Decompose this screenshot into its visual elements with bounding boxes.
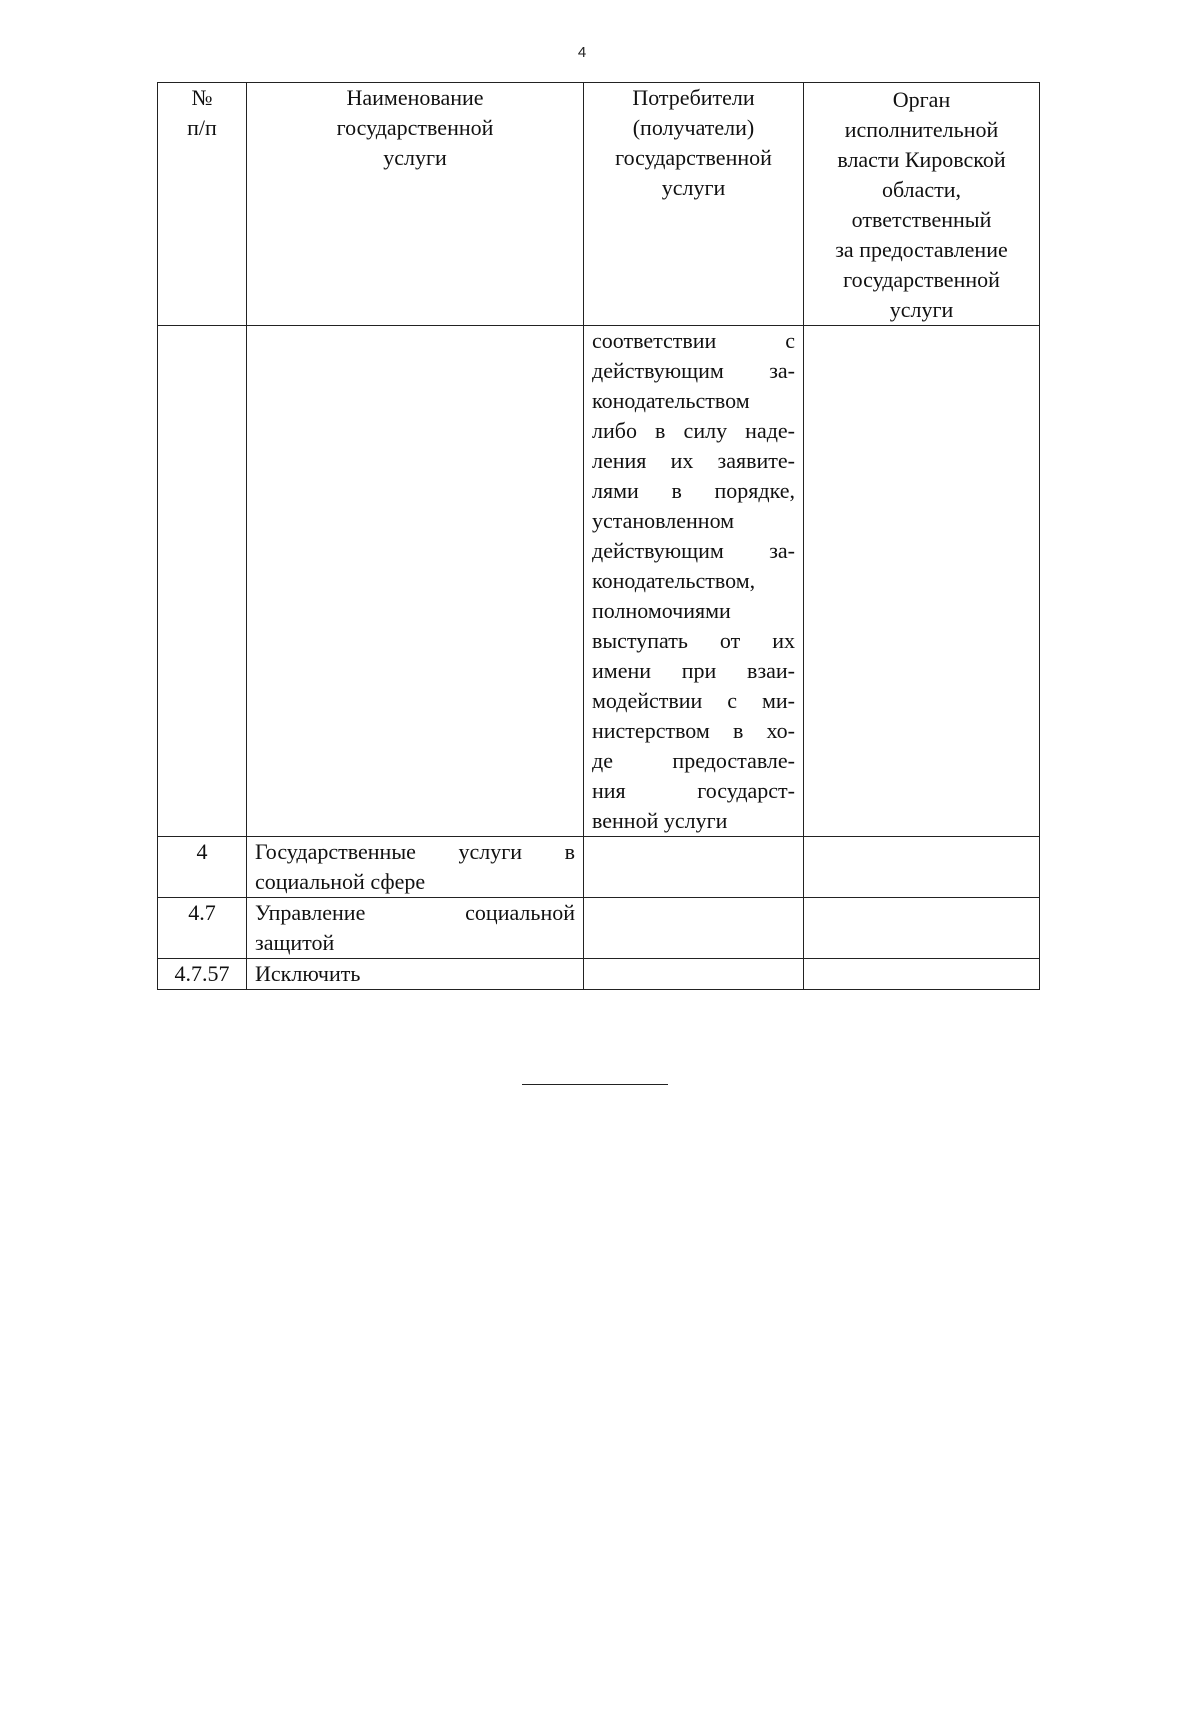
- header-line: государственной: [336, 115, 494, 140]
- header-line: области,: [881, 177, 962, 202]
- text-line: выступать от их: [592, 628, 795, 653]
- header-line: Орган: [892, 87, 951, 112]
- text-line: защитой: [255, 930, 335, 955]
- text-line: социальной сфере: [255, 869, 426, 894]
- header-line: услуги: [889, 297, 954, 322]
- cell-service-name: [247, 898, 584, 959]
- header-line: за предоставление: [835, 237, 1008, 262]
- table-row: [158, 898, 1040, 959]
- text-line: лями в порядке,: [592, 478, 795, 503]
- page-number: 4: [577, 44, 587, 61]
- cell-service-name: [247, 959, 584, 990]
- text-line: ния государст-: [592, 778, 795, 803]
- text-line: полномочиями: [592, 598, 731, 623]
- header-line: (получатели): [632, 115, 755, 140]
- header-line: власти Кировской: [837, 147, 1006, 172]
- header-consumers: [584, 83, 804, 326]
- cell-number: 4.7.57: [158, 959, 247, 990]
- text-line: Исключить: [255, 961, 361, 986]
- text-line: Управление социальной: [255, 900, 575, 925]
- cell-consumers: [584, 837, 804, 898]
- table-row: [158, 959, 1040, 990]
- header-line: п/п: [187, 115, 217, 140]
- header-line: Потребители: [632, 85, 755, 110]
- header-line: №: [191, 85, 213, 110]
- header-line: ответственный: [851, 207, 992, 232]
- cell-authority: [804, 326, 1040, 837]
- header-line: услуги: [661, 175, 726, 200]
- header-authority: [804, 83, 1040, 326]
- table-row-continuation: [158, 326, 1040, 837]
- text-line: соответствии с: [592, 328, 795, 353]
- cell-authority: [804, 959, 1040, 990]
- table-header-row: [158, 83, 1040, 326]
- header-line: услуги: [383, 145, 447, 170]
- cell-service-name: [247, 837, 584, 898]
- cell-authority: [804, 837, 1040, 898]
- services-table: [157, 82, 1040, 990]
- cell-service-name: [247, 326, 584, 837]
- text-line: либо в силу наде-: [592, 418, 795, 443]
- cell-consumers: [584, 326, 804, 837]
- text-line: имени при взаи-: [592, 658, 795, 683]
- text-line: Государственные услуги в: [255, 839, 575, 864]
- text-line: действующим за-: [592, 538, 795, 563]
- text-line: нистерством в хо-: [592, 718, 795, 743]
- text-line: действующим за-: [592, 358, 795, 383]
- cell-number: 4: [158, 837, 247, 898]
- text-line: модействии с ми-: [592, 688, 795, 713]
- text-line: конодательством: [592, 388, 750, 413]
- header-line: Наименование: [346, 85, 484, 110]
- cell-authority: [804, 898, 1040, 959]
- end-of-document-rule: [522, 1084, 668, 1085]
- table-row: [158, 837, 1040, 898]
- header-line: государственной: [843, 267, 1000, 292]
- text-line: установленном: [592, 508, 735, 533]
- cell-number: [158, 326, 247, 837]
- text-line: ления их заявите-: [592, 448, 795, 473]
- header-line: исполнительной: [844, 117, 999, 142]
- cell-consumers: [584, 959, 804, 990]
- cell-consumers: [584, 898, 804, 959]
- header-service-name: [247, 83, 584, 326]
- cell-number: 4.7: [158, 898, 247, 959]
- text-line: конодательством,: [592, 568, 756, 593]
- header-number: [158, 83, 247, 326]
- text-line: де предоставле-: [592, 748, 795, 773]
- header-line: государственной: [615, 145, 772, 170]
- text-line: венной услуги: [592, 808, 728, 833]
